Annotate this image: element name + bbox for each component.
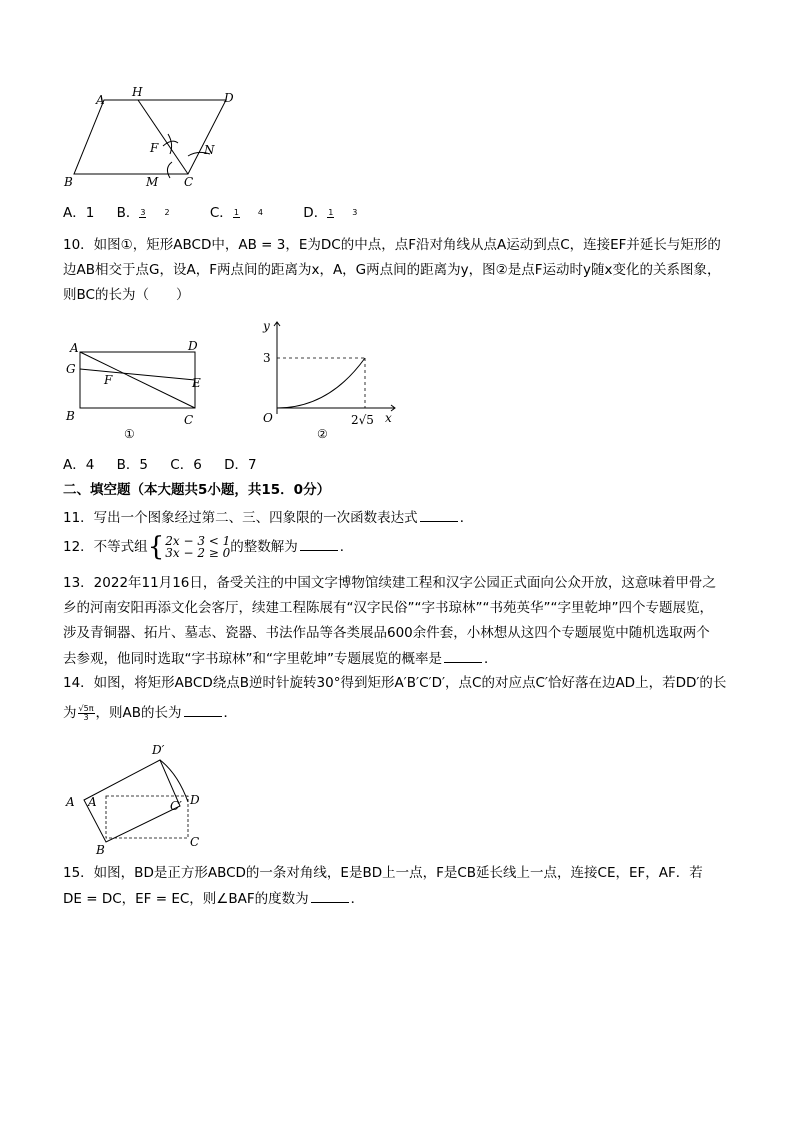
fig10a-label-b: B	[66, 409, 75, 423]
q10-option-c: C．6	[170, 457, 202, 473]
fig14-label-d: D	[190, 793, 200, 807]
fig10b-label-o: O	[263, 411, 273, 425]
fig9-label-c: C	[184, 175, 194, 189]
fig10a-label-d: D	[188, 339, 198, 353]
q10-option-b: B．5	[116, 457, 148, 473]
fig9-label-f: F	[150, 141, 159, 155]
q10-option-d: D．7	[224, 457, 257, 473]
q13-line-2: 乡的河南安阳再添文化会客厅，续建工程陈展有“汉字民俗”“字书琼林”“书苑英华”“字里乾坤”四个专题展览，	[63, 600, 713, 616]
q10-figure-1	[60, 336, 210, 448]
q10-options	[63, 456, 275, 474]
fig10b-label-x: x	[385, 411, 392, 425]
fig10b-caption: ②	[317, 427, 328, 441]
q14-figure	[60, 738, 220, 856]
fig9-label-b: B	[64, 175, 73, 189]
fig9-label-d: D	[224, 91, 234, 105]
fig14-label-cprime: C′	[170, 799, 182, 813]
inequality-2: 3x − 2 ≥ 0	[165, 546, 231, 560]
fig9-label-n: N	[204, 143, 215, 157]
q14-line-1: 14．如图，将矩形ABCD绕点B逆时针旋转30°得到矩形A′B′C′D′，点C的对应点C′恰好落在边AD上，若DD′的长	[63, 675, 727, 691]
q14-fraction: $\frac{√5\pi}{3}$	[78, 703, 94, 722]
q10-option-a: A．4	[63, 457, 95, 473]
q9-options	[63, 204, 393, 222]
q14-line-2: 为 $\frac{√5\pi}{3}$ ，则AB的长为 ．	[63, 703, 238, 722]
fig14-label-a: A	[88, 795, 97, 809]
q10-line-3: 则BC的长为（ ）	[63, 287, 190, 303]
q10-figure-2	[255, 314, 405, 448]
q13-line-3: 涉及青铜器、拓片、墓志、瓷器、书法作品等各类展品600余件套，小林想从这四个专题展览中随机选取两个	[63, 625, 710, 641]
q12-answer-blank[interactable]	[300, 537, 338, 551]
q13-line-4: 去参观，他同时选取“字书琼林”和“字里乾坤”专题展览的概率是 ．	[63, 651, 498, 667]
q11-line: 11．写出一个图象经过第二、三、四象限的一次函数表达式 ．	[63, 510, 474, 526]
q9-option-d: D．1 3	[303, 205, 358, 221]
fig10a-caption: ①	[124, 427, 135, 441]
q9-option-a: A．1	[63, 205, 95, 221]
q15-line-1: 15．如图，BD是正方形ABCD的一条对角线，E是BD上一点，F是CB延长线上一点，连接CE，EF，AF．若	[63, 865, 703, 881]
q10-line-2: 边AB相交于点G，设A，F两点间的距离为x，A，G两点间的距离为y，图②是点F运动时y随x变化的关系图象，	[63, 262, 721, 278]
fig9-label-m: M	[146, 175, 159, 189]
fig10a-label-a: A	[70, 341, 79, 355]
fig10a-label-f: F	[104, 373, 113, 387]
q15-answer-blank[interactable]	[311, 889, 349, 903]
q10-line-1: 10．如图①，矩形ABCD中，AB = 3，E为DC的中点，点F沿对角线从点A运动到点C，连接EF并延长与矩形的	[63, 237, 721, 253]
q13-line-1: 13．2022年11月16日，备受关注的中国文字博物馆续建工程和汉字公园正式面向公众开放，这意味着甲骨之	[63, 575, 716, 591]
q12-line: 12．不等式组 { 2x − 3 < 1 3x − 2 ≥ 0 的整数解为 ．	[63, 532, 354, 562]
q9-figure	[60, 82, 250, 192]
fig14-label-aprime: A	[66, 795, 75, 809]
fig10a-label-c: C	[184, 413, 194, 427]
q12-prefix: 12．不等式组	[63, 539, 148, 555]
fig9-label-h: H	[132, 85, 143, 99]
q11-text: 11．写出一个图象经过第二、三、四象限的一次函数表达式	[63, 510, 418, 526]
q9-option-c: C．1 4	[209, 205, 263, 221]
q12-postfix: 的整数解为	[230, 539, 298, 555]
fig10b-label-y: y	[263, 319, 270, 333]
q15-line-2: DE = DC，EF = EC，则∠BAF的度数为 ．	[63, 891, 365, 907]
q9-option-b: B．3 2	[116, 205, 170, 221]
fig9-label-a: A	[96, 93, 105, 107]
inequality-1: 2x − 3 < 1	[165, 534, 231, 548]
q13-answer-blank[interactable]	[444, 649, 482, 663]
fig14-label-b: B	[96, 843, 105, 856]
fig10b-label-2sqrt5: 2√5	[351, 413, 374, 427]
section-2-heading: 二、填空题（本大题共5小题，共15．0分）	[63, 482, 331, 498]
fig10a-label-g: G	[66, 362, 76, 376]
fig10a-label-e: E	[192, 376, 201, 390]
fig10b-label-3: 3	[263, 351, 271, 365]
fig14-label-dprime: D′	[152, 743, 165, 757]
inequality-system: { 2x − 3 < 1 3x − 2 ≥ 0	[147, 532, 231, 562]
fig14-label-c: C	[190, 835, 200, 849]
q11-answer-blank[interactable]	[420, 508, 458, 522]
q14-answer-blank[interactable]	[184, 703, 222, 717]
